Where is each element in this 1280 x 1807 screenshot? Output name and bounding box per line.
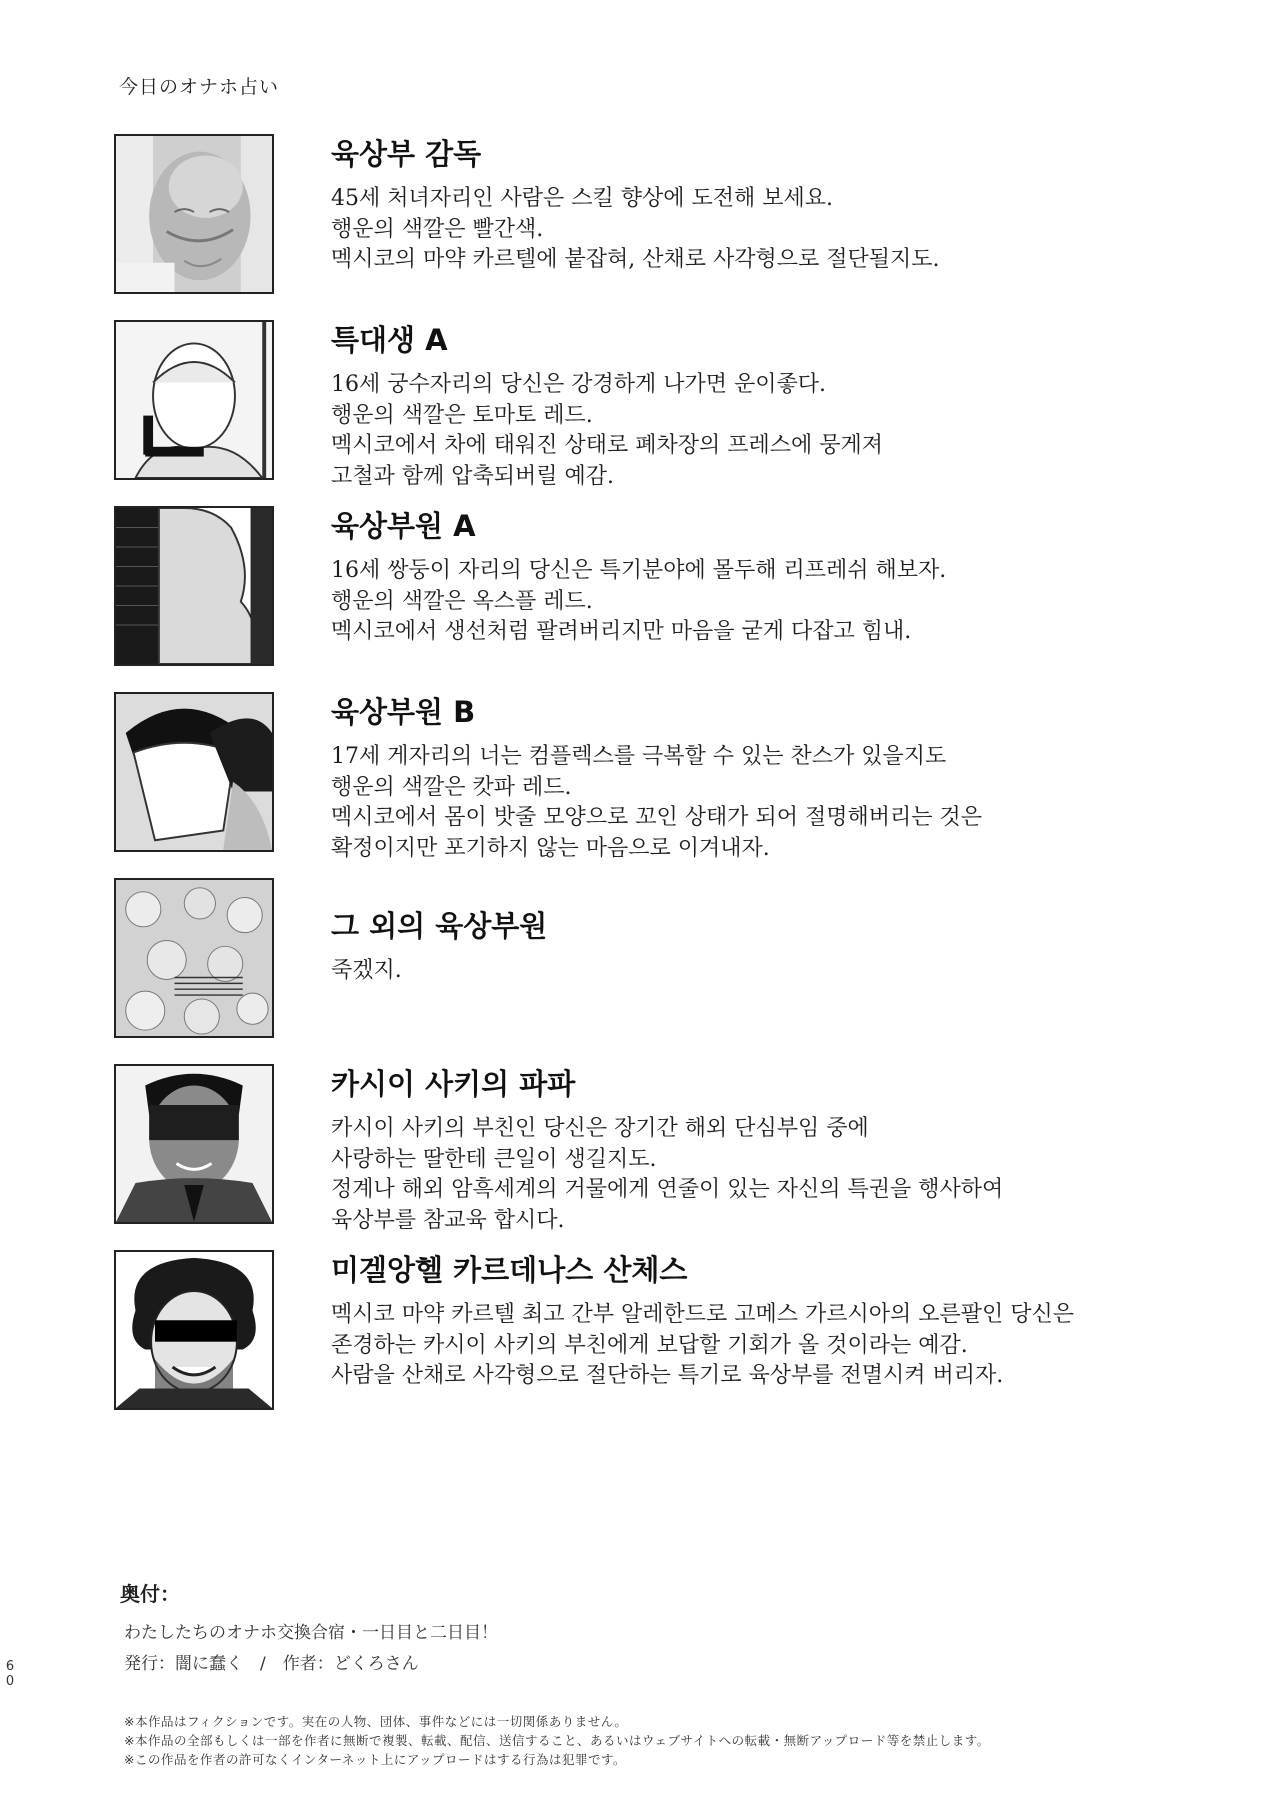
entry-line: 행운의 색깔은 옥스플 레드. bbox=[331, 588, 593, 614]
entry-line: 고철과 함께 압축되버릴 예감. bbox=[331, 463, 614, 489]
entry-line: 존경하는 카시이 사키의 부친에게 보답할 기회가 올 것이라는 예감. bbox=[331, 1332, 968, 1358]
crowd-of-men-portrait-icon bbox=[116, 880, 272, 1036]
entry-name: 육상부원 B bbox=[331, 695, 476, 729]
entry-line: 행운의 색깔은 토마토 레드. bbox=[331, 402, 593, 428]
entry-line: 16세 쌍둥이 자리의 당신은 특기분야에 몰두해 리프레쉬 해보자. bbox=[331, 558, 947, 583]
entry-line: 17세 게자리의 너는 컴플렉스를 극복할 수 있는 찬스가 있을지도 bbox=[331, 744, 947, 769]
entry-line: 멕시코에서 차에 태워진 상태로 폐차장의 프레스에 뭉게져 bbox=[331, 433, 884, 458]
entry-line: 멕시코에서 생선처럼 팔려버리지만 마음을 굳게 다잡고 힘내. bbox=[331, 619, 912, 644]
entry-line: 16세 궁수자리의 당신은 강경하게 나가면 운이좋다. bbox=[331, 372, 826, 397]
entry-line: 죽겠지. bbox=[331, 958, 402, 983]
portrait-image bbox=[114, 1250, 274, 1410]
colophon-book-title: わたしたちのオナホ交換合宿・一日目と二日目！ bbox=[124, 1623, 498, 1643]
portrait-image bbox=[114, 692, 274, 852]
entry-line: 사람을 산채로 사각형으로 절단하는 특기로 육상부를 전멸시켜 버리자. bbox=[331, 1363, 1004, 1388]
entry-line: 카시이 사키의 부친인 당신은 장기간 해외 단심부임 중에 bbox=[331, 1116, 869, 1141]
entry-line: 확정이지만 포기하지 않는 마음으로 이겨내자. bbox=[331, 835, 770, 861]
portrait-image bbox=[114, 878, 274, 1038]
legal-notice: ※本作品の全部もしくは一部を作者に無断で複製、転載、配信、送信すること、あるいはウェブサイトへの転載・無断アップロード等を禁止します。 bbox=[124, 1733, 990, 1748]
entry-line: 육상부를 참교육 합시다. bbox=[331, 1207, 565, 1233]
colophon-credit: 発行：闇に蠢く / 作者：どくろさん bbox=[124, 1654, 419, 1674]
portrait-image bbox=[114, 506, 274, 666]
entry-line: 사랑하는 딸한테 큰일이 생길지도. bbox=[331, 1146, 657, 1172]
portrait-image bbox=[114, 320, 274, 480]
entry-line: 행운의 색깔은 캇파 레드. bbox=[331, 774, 572, 800]
faceless-runner-profile-portrait-icon bbox=[116, 508, 272, 664]
entry-name: 그 외의 육상부원 bbox=[331, 909, 548, 943]
entry-line: 멕시코 마약 카르텔 최고 간부 알레한드로 고메스 가르시아의 오른팔인 당신은 bbox=[331, 1302, 1075, 1327]
entry-name: 특대생 A bbox=[331, 323, 448, 357]
entry-line: 정계나 해외 암흑세계의 거물에게 연줄이 있는 자신의 특권을 행사하여 bbox=[331, 1177, 1004, 1202]
faceless-dark-haired-boy-portrait-icon bbox=[116, 694, 272, 850]
entry-name: 카시이 사키의 파파 bbox=[331, 1067, 576, 1101]
page-number: 60 bbox=[5, 1659, 15, 1689]
entry-name: 육상부 감독 bbox=[331, 137, 482, 171]
legal-notices bbox=[124, 1712, 990, 1769]
entry-line: 행운의 색깔은 빨간색. bbox=[331, 216, 544, 242]
page-title: 今日のオナホ占い bbox=[119, 76, 280, 98]
entry-name: 미겔앙헬 카르데나스 산체스 bbox=[331, 1253, 688, 1287]
entry-name: 육상부원 A bbox=[331, 509, 476, 543]
shadowed-man-in-suit-portrait-icon bbox=[116, 1066, 272, 1222]
entry-line: 45세 처녀자리인 사람은 스킬 향상에 도전해 보세요. bbox=[331, 186, 833, 211]
entry-line: 멕시코의 마약 카르텔에 붙잡혀, 산채로 사각형으로 절단될지도. bbox=[331, 247, 940, 272]
entry-line: 멕시코에서 몸이 밧줄 모양으로 꼬인 상태가 되어 절명해버리는 것은 bbox=[331, 805, 983, 830]
censored-curly-haired-man-portrait-icon bbox=[116, 1252, 272, 1408]
legal-notice: ※本作品はフィクションです。実在の人物、団体、事件などには一切関係ありません。 bbox=[124, 1714, 628, 1729]
colophon-label: 奥付： bbox=[120, 1582, 180, 1606]
portrait-image bbox=[114, 1064, 274, 1224]
portrait-image bbox=[114, 134, 274, 294]
bald-elderly-man-portrait-icon bbox=[116, 136, 272, 292]
legal-notice: ※この作品を作者の許可なくインターネット上にアップロードはする行為は犯罪です。 bbox=[124, 1752, 626, 1767]
faceless-boy-with-leash-portrait-icon bbox=[116, 322, 272, 478]
